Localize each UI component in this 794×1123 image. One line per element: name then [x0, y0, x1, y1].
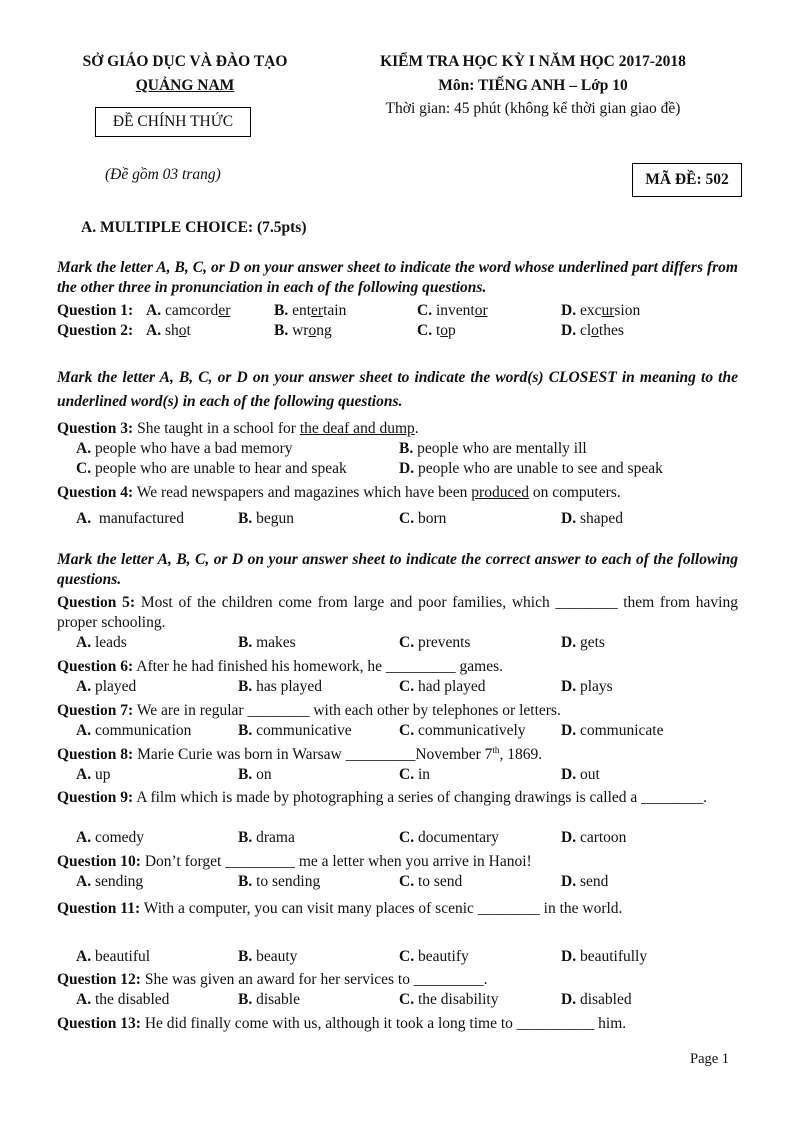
option-letter: C. — [399, 829, 415, 846]
option-text: drama — [256, 829, 295, 846]
question-label: Question 10: — [57, 853, 141, 870]
option-d[interactable] — [561, 765, 600, 785]
option-c[interactable] — [399, 633, 470, 653]
word-part: thes — [598, 322, 624, 339]
section-a-title — [81, 218, 307, 238]
exam-title: KIỂM TRA HỌC KỲ I NĂM HỌC 2017-2018 — [380, 53, 686, 70]
option-text: in — [417, 766, 431, 783]
option-text: comedy — [94, 829, 145, 846]
question-3 — [57, 419, 740, 439]
department-name: SỞ GIÁO DỤC VÀ ĐÀO TẠO — [82, 53, 288, 70]
official-exam-box — [95, 107, 251, 137]
question-7 — [57, 701, 740, 721]
underlined-part: er — [218, 302, 231, 319]
word-part: cl — [579, 322, 592, 339]
question-label: Question 4: — [57, 484, 134, 501]
option-text: communicatively — [417, 722, 526, 739]
option-letter: B. — [238, 766, 253, 783]
option-d[interactable] — [399, 459, 663, 479]
underlined-part: o — [308, 322, 317, 339]
instruction-pronunciation: Mark the letter A, B, C, or D on your answer sheet to indicate the word whose underlined part differs from the other three in pronunciation in each of the following questions. — [57, 259, 738, 296]
option-text: leads — [94, 634, 127, 651]
word-part: p — [448, 322, 456, 339]
option-c[interactable] — [399, 872, 462, 892]
option-text: to send — [417, 873, 463, 890]
option-text: has played — [256, 678, 322, 695]
option-text: born — [417, 510, 447, 527]
option-d[interactable] — [561, 990, 632, 1010]
option-b[interactable] — [274, 321, 332, 341]
question-label: Question 13: — [57, 1015, 141, 1032]
option-c[interactable] — [417, 301, 488, 321]
question-label: Question 2: — [57, 322, 134, 339]
question-text: Most of the children come from large and poor families, which ________ them from having proper schooling. — [57, 594, 738, 631]
underlined-part: er — [311, 302, 324, 319]
option-text: people who have a bad memory — [94, 440, 293, 457]
pages-note: (Đề gồm 03 trang) — [105, 166, 221, 183]
option-letter: B. — [238, 634, 253, 651]
option-text: people who are unable to hear and speak — [94, 460, 347, 477]
question-11 — [57, 897, 738, 921]
question-2 — [57, 321, 740, 341]
option-a[interactable] — [76, 721, 191, 741]
question-label: Question 1: — [57, 302, 134, 319]
option-d[interactable] — [561, 509, 623, 529]
option-text: makes — [256, 634, 296, 651]
question-9 — [57, 788, 738, 808]
section-a-text: A. MULTIPLE CHOICE: (7.5pts) — [81, 219, 307, 236]
underlined-phrase: the deaf and dump — [299, 420, 415, 437]
question-text: Don’t forget _________ me a letter when you arrive in Hanoi! — [144, 853, 532, 870]
option-letter: C. — [399, 991, 415, 1008]
option-text: on — [256, 766, 272, 783]
option-text: begun — [256, 510, 294, 527]
option-text: people who are unable to see and speak — [417, 460, 663, 477]
word-part: tain — [323, 302, 347, 319]
option-b[interactable] — [238, 828, 295, 848]
underlined-part: o — [440, 322, 449, 339]
option-text: up — [94, 766, 111, 783]
option-text: beautifully — [579, 948, 648, 965]
underlined-phrase: produced — [471, 484, 529, 501]
option-b[interactable] — [238, 990, 300, 1010]
option-letter: D. — [561, 678, 577, 695]
question-label: Question 3: — [57, 420, 134, 437]
exam-code: MÃ ĐỀ: 502 — [645, 171, 729, 188]
question-10 — [57, 852, 740, 872]
question-text: After he had finished his homework, he _________ games. — [136, 658, 504, 675]
option-c[interactable] — [76, 459, 347, 479]
option-letter: B. — [274, 322, 289, 339]
question-text: He did finally come with us, although it took a long time to __________ him. — [144, 1015, 627, 1032]
option-letter: D. — [561, 766, 577, 783]
option-letter: B. — [238, 510, 253, 527]
option-letter: D. — [561, 873, 577, 890]
option-a[interactable] — [76, 765, 110, 785]
question-4 — [57, 483, 740, 503]
question-text-end: . — [414, 420, 419, 437]
exam-subject: Môn: TIẾNG ANH – Lớp 10 — [438, 77, 628, 94]
word-part: t — [186, 322, 191, 339]
option-letter: D. — [561, 322, 577, 339]
option-letter: A. — [76, 678, 92, 695]
option-letter: C. — [399, 873, 415, 890]
question-6 — [57, 657, 740, 677]
option-letter: B. — [238, 948, 253, 965]
option-a[interactable] — [76, 828, 144, 848]
question-label: Question 5: — [57, 594, 136, 611]
option-letter: C. — [417, 322, 433, 339]
option-letter: A. — [76, 722, 92, 739]
question-5 — [57, 593, 738, 633]
option-b[interactable] — [274, 301, 346, 321]
option-text: gets — [579, 634, 605, 651]
option-text: shaped — [579, 510, 623, 527]
word-part: ent — [292, 302, 312, 319]
question-12 — [57, 970, 740, 990]
ordinal-suffix: th — [492, 744, 500, 755]
word-part: sh — [164, 322, 179, 339]
option-c[interactable] — [399, 765, 430, 785]
word-part: wr — [292, 322, 309, 339]
option-letter: A. — [76, 948, 92, 965]
option-a[interactable] — [76, 947, 150, 967]
option-b[interactable] — [238, 721, 352, 741]
word-part: invent — [435, 302, 475, 319]
option-letter: B. — [399, 440, 414, 457]
option-letter: A. — [76, 991, 92, 1008]
option-letter: B. — [238, 829, 253, 846]
option-text: communicate — [579, 722, 664, 739]
option-text: send — [579, 873, 609, 890]
option-letter: D. — [561, 948, 577, 965]
province-name — [55, 76, 315, 96]
option-d[interactable] — [561, 721, 663, 741]
option-letter: D. — [561, 829, 577, 846]
question-text-end: on computers. — [528, 484, 621, 501]
option-d[interactable] — [561, 633, 605, 653]
option-letter: C. — [76, 460, 92, 477]
option-letter: A. — [146, 322, 162, 339]
option-letter: C. — [399, 678, 415, 695]
option-d[interactable] — [561, 301, 640, 321]
option-letter: C. — [399, 948, 415, 965]
option-text: had played — [417, 678, 486, 695]
option-text: the disability — [417, 991, 499, 1008]
question-text: We read newspapers and magazines which have been — [136, 484, 472, 501]
question-text: With a computer, you can visit many places of scenic ________ in the world. — [143, 900, 623, 917]
option-letter: D. — [561, 302, 577, 319]
option-text: disabled — [579, 991, 632, 1008]
option-letter: B. — [238, 722, 253, 739]
underlined-part: o — [178, 322, 187, 339]
option-letter: D. — [561, 510, 577, 527]
word-part: t — [435, 322, 441, 339]
question-text: She was given an award for her services to _________. — [144, 971, 488, 988]
exam-code-box — [632, 163, 742, 197]
word-part: ng — [316, 322, 332, 339]
word-part: camcord — [164, 302, 219, 319]
option-letter: B. — [238, 678, 253, 695]
option-letter: A. — [76, 829, 92, 846]
option-text: prevents — [417, 634, 471, 651]
question-label: Question 11: — [57, 900, 141, 917]
option-letter: D. — [399, 460, 415, 477]
option-d[interactable] — [561, 677, 613, 697]
option-text: documentary — [417, 829, 499, 846]
option-letter: A. — [76, 873, 92, 890]
province-name-text: QUẢNG NAM — [135, 77, 235, 94]
option-a[interactable] — [76, 509, 184, 529]
option-b[interactable] — [238, 633, 296, 653]
option-b[interactable] — [399, 439, 587, 459]
question-label: Question 8: — [57, 746, 134, 763]
option-c[interactable] — [399, 947, 469, 967]
option-letter: C. — [399, 510, 415, 527]
official-exam-label: ĐỀ CHÍNH THỨC — [112, 113, 234, 130]
instruction-correct: Mark the letter A, B, C, or D on your answer sheet to indicate the correct answer to each of the following questions. — [57, 551, 738, 588]
option-letter: C. — [399, 722, 415, 739]
option-letter: C. — [399, 766, 415, 783]
option-text: sending — [94, 873, 144, 890]
option-letter: A. — [146, 302, 162, 319]
question-label: Question 6: — [57, 658, 134, 675]
option-a[interactable] — [76, 439, 293, 459]
option-letter: A. — [76, 634, 92, 651]
option-b[interactable] — [238, 947, 297, 967]
option-letter: D. — [561, 634, 577, 651]
question-13 — [57, 1014, 740, 1034]
exam-duration: Thời gian: 45 phút (không kể thời gian giao đề) — [385, 100, 681, 117]
question-8 — [57, 745, 740, 765]
question-text: A film which is made by photographing a series of changing drawings is called a ________. — [136, 789, 708, 806]
option-text: played — [94, 678, 137, 695]
page-number: Page 1 — [690, 1051, 730, 1067]
option-a[interactable] — [146, 301, 230, 321]
underlined-part: ur — [601, 302, 615, 319]
option-text: disable — [256, 991, 300, 1008]
option-c[interactable] — [399, 677, 486, 697]
option-c[interactable] — [417, 321, 456, 341]
option-text: communication — [94, 722, 192, 739]
option-d[interactable] — [561, 828, 626, 848]
question-text-end: , 1869. — [499, 746, 543, 763]
question-text: She taught in a school for — [137, 420, 300, 437]
option-text: out — [579, 766, 600, 783]
option-a[interactable] — [146, 321, 191, 341]
option-letter: A. — [76, 510, 92, 527]
option-text: beauty — [256, 948, 298, 965]
question-label: Question 9: — [57, 789, 134, 806]
option-letter: A. — [76, 440, 92, 457]
option-letter: B. — [274, 302, 289, 319]
word-part: sion — [614, 302, 641, 319]
option-a[interactable] — [76, 633, 127, 653]
option-text: to sending — [256, 873, 321, 890]
option-letter: B. — [238, 873, 253, 890]
option-a[interactable] — [76, 990, 169, 1010]
word-part: exc — [579, 302, 602, 319]
option-letter: D. — [561, 722, 577, 739]
underlined-part: or — [474, 302, 488, 319]
option-d[interactable] — [561, 872, 608, 892]
option-text: plays — [579, 678, 613, 695]
question-label: Question 7: — [57, 702, 134, 719]
question-text: Marie Curie was born in Warsaw _________November 7 — [137, 746, 493, 763]
question-1 — [57, 301, 740, 321]
option-letter: D. — [561, 991, 577, 1008]
option-letter: A. — [76, 766, 92, 783]
option-c[interactable] — [399, 509, 446, 529]
option-text: beautiful — [94, 948, 151, 965]
option-text: beautify — [417, 948, 469, 965]
option-b[interactable] — [238, 509, 294, 529]
option-b[interactable] — [238, 872, 320, 892]
option-letter: B. — [238, 991, 253, 1008]
option-c[interactable] — [399, 828, 499, 848]
question-text: We are in regular ________ with each other by telephones or letters. — [136, 702, 561, 719]
option-b[interactable] — [238, 677, 322, 697]
option-a[interactable] — [76, 872, 143, 892]
option-d[interactable] — [561, 321, 624, 341]
question-label: Question 12: — [57, 971, 141, 988]
option-b[interactable] — [238, 765, 272, 785]
option-a[interactable] — [76, 677, 136, 697]
instruction-closest: Mark the letter A, B, C, or D on your answer sheet to indicate the word(s) CLOSEST in meaning to the underlined word(s) in each of the following questions. — [57, 369, 738, 410]
option-text: communicative — [256, 722, 352, 739]
option-letter: C. — [399, 634, 415, 651]
option-letter: C. — [417, 302, 433, 319]
option-text: manufactured — [98, 510, 185, 527]
option-c[interactable] — [399, 990, 498, 1010]
option-c[interactable] — [399, 721, 526, 741]
option-text: people who are mentally ill — [417, 440, 587, 457]
option-text: the disabled — [94, 991, 170, 1008]
option-text: cartoon — [579, 829, 627, 846]
underlined-part: o — [591, 322, 599, 339]
option-d[interactable] — [561, 947, 647, 967]
